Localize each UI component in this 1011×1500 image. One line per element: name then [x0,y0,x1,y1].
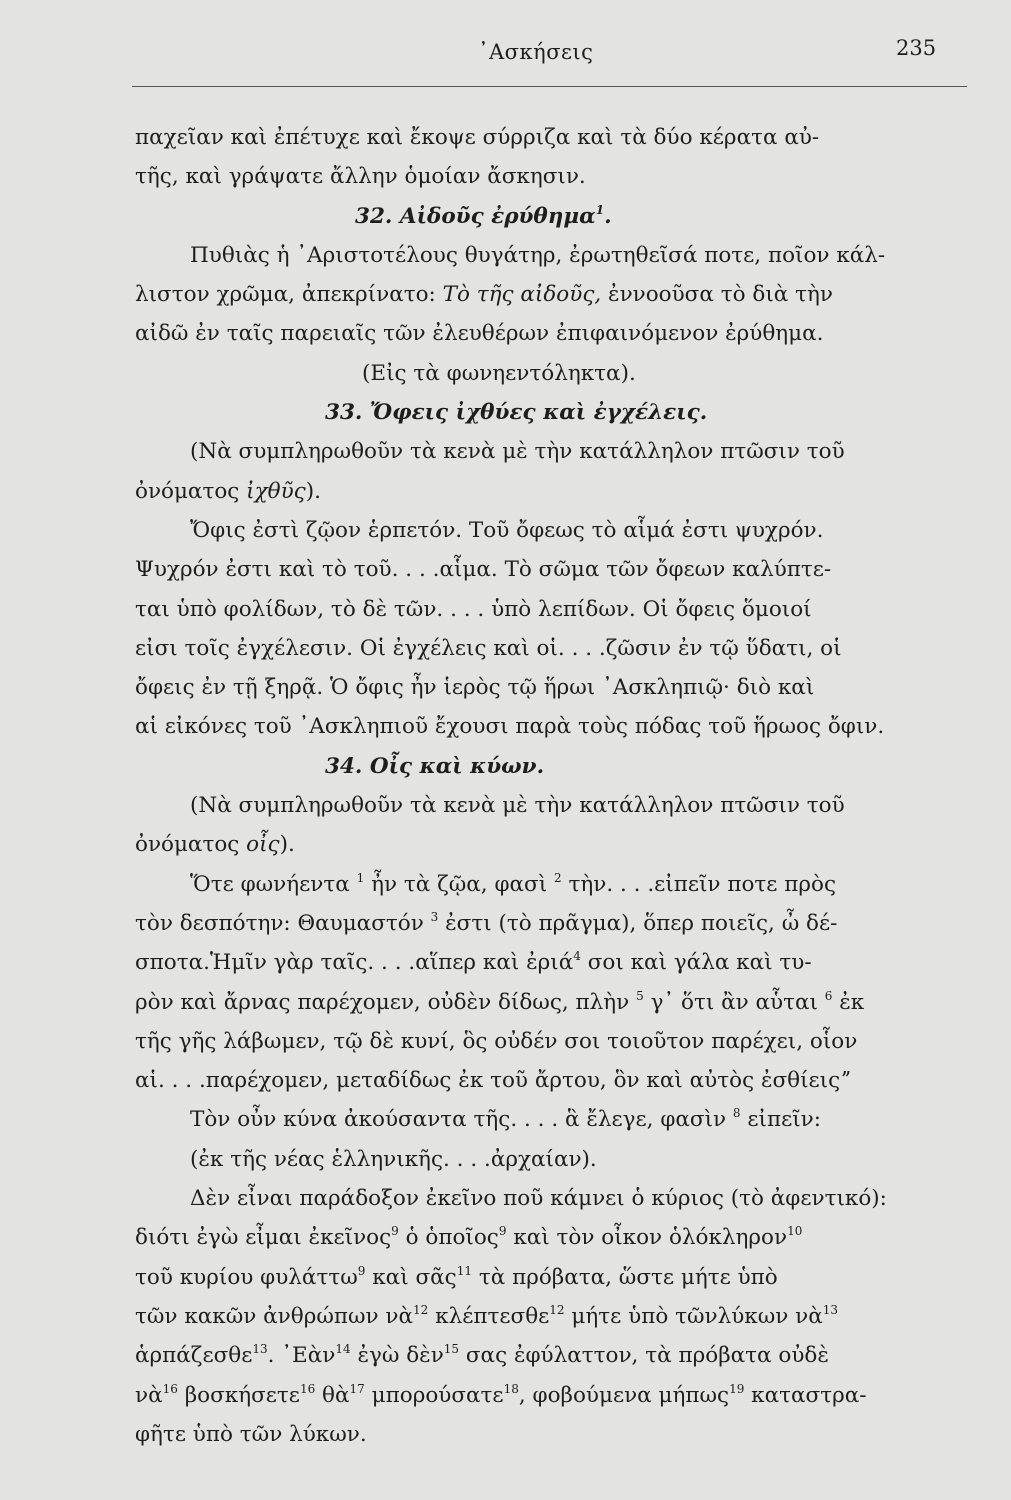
footnote-marker: 13 [252,1342,268,1357]
footnote-marker: 13 [822,1302,839,1317]
footnote-marker: 5 [636,988,644,1003]
footnote-marker: 1 [356,870,365,885]
text-line: τῆς, καὶ γράψατε ἄλλην ὁμοίαν ἄσκησιν. [135,164,586,190]
footnote-marker: 16 [299,1381,316,1396]
page-body [135,118,960,1454]
instruction-line: (Νὰ συμπληρωθοῦν τὰ κενὰ μὲ τὴν κατάλληλον πτῶσιν τοῦ [190,793,845,819]
text-line: σποτα.Ἡμῖν γὰρ ταῖς. . . .αἵπερ καὶ ἐριά$^4$ σοι καὶ γάλα καὶ τυ- [135,949,812,976]
page-number: 235 [896,36,937,60]
italic-word: οἶς [246,832,280,858]
footnote-marker: 12 [549,1302,565,1317]
instruction-line: (Νὰ συμπληρωθοῦν τὰ κενὰ μὲ τὴν κατάλληλον πτῶσιν τοῦ [190,439,845,465]
text-line: νὰ$^{16}$ βοσκήσετε$^{16}$ θὰ$^{17}$ μπορούσατε$^{18}$, φοβούμενα μήπως$^{19}$ καταστρα- [135,1381,867,1408]
text-line: Ὅτε φωνήεντα $^1$ ἦν τὰ ζῷα, φασὶ $^2$ τὴν. . . .εἰπεῖν ποτε πρὸς [190,870,837,897]
footnote-marker: 12 [413,1302,429,1317]
text-line: τῆς γῆς λάβωμεν, τῷ δὲ κυνί, ὃς οὐδέν σοι τοιοῦτον παρέχει, οἷον [135,1028,858,1054]
text-line: ρὸν καὶ ἄρνας παρέχομεν, οὐδὲν δίδως, πλὴν $^5$ γ᾿ ὅτι ἂν αὗται $^6$ ἐκ [135,988,865,1015]
text-line: διότι ἐγὼ εἶμαι ἐκεῖνος$^9$ ὁ ὁποῖος$^9$ καὶ τὸν οἶκον ὁλόκληρον$^{10}$ [135,1224,803,1251]
header-rule [132,86,967,87]
text-line: λιστον χρῶμα, ἀπεκρίνατο: Τὸ τῆς αἰδοῦς, ἐννοοῦσα τὸ διὰ τὴν [135,282,833,308]
footnote-marker: 1 [595,202,605,217]
text-line: Ὄφις ἐστὶ ζῷον ἑρπετόν. Τοῦ ὄφεως τὸ αἷμά ἐστι ψυχρόν. [190,517,824,543]
footnote-marker: 11 [456,1263,472,1278]
footnote-marker: 9 [391,1224,399,1239]
text-line: ὀνόματος ἰχθῦς). [135,478,321,504]
footnote-marker: 3 [430,909,439,924]
italic-quote: Τὸ τῆς αἰδοῦς, [442,282,602,308]
exercise-heading-34: 34. Οἶς καὶ κύων. [325,753,545,779]
text-line: Ψυχρόν ἐστι καὶ τὸ τοῦ. . . .αἷμα. Τὸ σῶμα τῶν ὄφεων καλύπτε- [135,557,832,583]
footnote-marker: 10 [787,1224,803,1239]
text-line: Δὲν εἶναι παράδοξον ἐκεῖνο ποῦ κάμνει ὁ κύριος (τὸ ἀφεντικό): [190,1186,887,1212]
italic-word: ἰχθῦς [246,478,306,504]
footnote-marker: 4 [573,949,581,964]
text-line: τὸν δεσπότην: Θαυμαστόν $^3$ ἐστι (τὸ πρᾶγμα), ὅπερ ποιεῖς, ὦ δέ- [135,909,838,936]
text-line: ται ὑπὸ φολίδων, τὸ δὲ τῶν. . . . ὑπὸ λεπίδων. Οἱ ὄφεις ὅμοιοί [135,596,812,622]
footnote-marker: 17 [349,1381,365,1396]
text-line: παχεῖαν καὶ ἐπέτυχε καὶ ἔκοψε σύρριζα καὶ τὰ δύο κέρατα αὐ- [135,125,820,150]
instruction-line: (ἐκ τῆς νέας ἑλληνικῆς. . . .ἀρχαίαν). [190,1146,597,1172]
footnote-marker: 6 [824,988,833,1003]
footnote-marker: 16 [162,1381,178,1396]
text-line: Τὸν οὖν κύνα ἀκούσαντα τῆς. . . . ἃ ἔλεγε, φασὶν $^8$ εἰπεῖν: [190,1106,821,1133]
footnote-marker: 8 [732,1106,741,1121]
footnote-marker: 9 [357,1263,366,1278]
footnote-marker: 9 [498,1224,507,1239]
text-line: φῆτε ὑπὸ τῶν λύκων. [135,1421,367,1447]
text-line: τῶν κακῶν ἀνθρώπων νὰ$^{12}$ κλέπτεσθε$^{12}$ μήτε ὑπὸ τῶνλύκων νὰ$^{13}$ [135,1302,839,1329]
text-line: αἱ. . . .παρέχομεν, μεταδίδως ἐκ τοῦ ἄρτου, ὃν καὶ αὐτὸς ἐσθίειςˮ [135,1068,851,1094]
text-line: ὀνόματος οἶς). [135,832,295,858]
exercise-heading-33: 33. Ὄφεις ἰχθύες καὶ ἐγχέλεις. [325,400,708,426]
footnote-marker: 19 [729,1381,745,1396]
text-line: ἁρπάζεσθε$^{13}$. ᾿Εὰν$^{14}$ ἐγὼ δὲν$^{15}$ σας ἐφύλαττον, τὰ πρόβατα οὐδὲ [135,1342,829,1369]
footnote-marker: 18 [503,1381,519,1396]
text-line: Πυθιὰς ἡ ᾿Αριστοτέλους θυγάτηρ, ἐρωτηθεῖσά ποτε, ποῖον κάλ- [190,242,886,268]
footnote-marker: 15 [443,1342,460,1357]
text-line: αἱ εἰκόνες τοῦ ᾿Ασκληπιοῦ ἔχουσι παρὰ τοὺς πόδας τοῦ ἥρωος ὄφιν. [135,714,885,740]
text-line: ὄφεις ἐν τῇ ξηρᾷ. Ὁ ὄφις ἦν ἱερὸς τῷ ἥρωι ᾿Ασκληπιῷ· διὸ καὶ [135,675,815,701]
running-header-title: ᾿Ασκήσεις [478,40,594,64]
text-line: εἰσι τοῖς ἐγχέλεσιν. Οἱ ἐγχέλεις καὶ οἱ. . . .ζῶσιν ἐν τῷ ὕδατι, οἱ [135,635,842,661]
footnote-marker: 2 [554,870,562,885]
text-line: αἰδῶ ἐν ταῖς παρειαῖς τῶν ἐλευθέρων ἐπιφαινόμενον ἐρύθημα. [135,321,824,347]
instruction-note: (Εἰς τὰ φωνηεντόληκτα). [362,360,636,386]
footnote-marker: 14 [335,1342,351,1357]
text-line: τοῦ κυρίου φυλάττω$^9$ καὶ σᾶς$^{11}$ τὰ πρόβατα, ὥστε μήτε ὑπὸ [135,1263,778,1290]
exercise-heading-32: 32. Αἰδοῦς ἐρύθημα$^1$. [355,202,612,229]
